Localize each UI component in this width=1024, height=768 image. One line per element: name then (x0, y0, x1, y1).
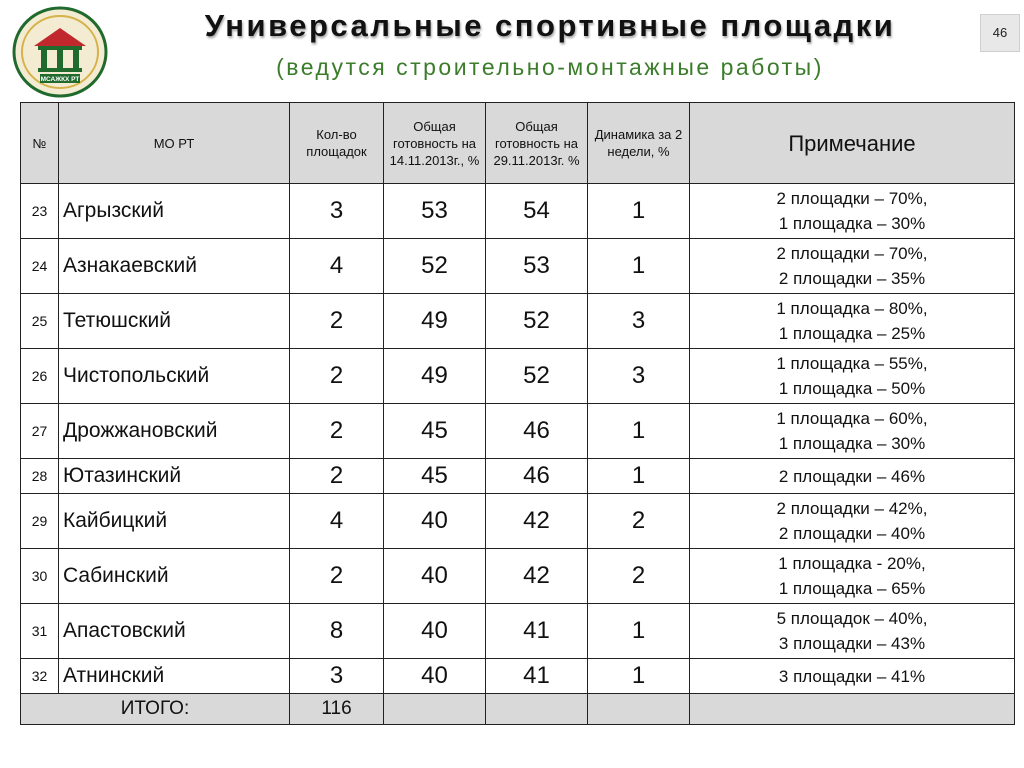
col-header-dynamics: Динамика за 2 недели, % (588, 103, 690, 184)
cell-readiness-1: 52 (384, 239, 486, 294)
cell-count: 3 (290, 184, 384, 239)
cell-readiness-1: 40 (384, 494, 486, 549)
cell-number: 31 (21, 604, 59, 659)
cell-readiness-1: 49 (384, 294, 486, 349)
cell-note: 1 площадка - 20%, 1 площадка – 65% (690, 549, 1015, 604)
total-row (21, 694, 1015, 725)
table-row (21, 494, 1015, 549)
cell-dynamics: 1 (588, 404, 690, 459)
cell-note: 2 площадки – 70%, 1 площадка – 30% (690, 184, 1015, 239)
total-count: 116 (290, 694, 384, 725)
cell-note: 1 площадка – 55%, 1 площадка – 50% (690, 349, 1015, 404)
cell-count: 8 (290, 604, 384, 659)
table-row (21, 659, 1015, 694)
total-empty-cell (690, 694, 1015, 725)
cell-readiness-1: 40 (384, 659, 486, 694)
table-body (21, 184, 1015, 725)
cell-dynamics: 1 (588, 184, 690, 239)
table-row (21, 184, 1015, 239)
cell-note: 1 площадка – 80%, 1 площадка – 25% (690, 294, 1015, 349)
cell-readiness-2: 54 (486, 184, 588, 239)
cell-note: 1 площадка – 60%, 1 площадка – 30% (690, 404, 1015, 459)
cell-dynamics: 1 (588, 659, 690, 694)
cell-readiness-2: 52 (486, 294, 588, 349)
cell-note: 2 площадки – 46% (690, 459, 1015, 494)
col-header-mo: МО РТ (59, 103, 290, 184)
cell-readiness-2: 41 (486, 604, 588, 659)
cell-number: 25 (21, 294, 59, 349)
cell-readiness-2: 42 (486, 494, 588, 549)
table-row (21, 549, 1015, 604)
cell-mo: Азнакаевский (59, 239, 290, 294)
cell-readiness-1: 40 (384, 549, 486, 604)
total-label: ИТОГО: (21, 694, 290, 725)
total-empty-cell (384, 694, 486, 725)
table-row (21, 404, 1015, 459)
cell-count: 2 (290, 549, 384, 604)
cell-readiness-1: 53 (384, 184, 486, 239)
cell-mo: Чистопольский (59, 349, 290, 404)
cell-readiness-1: 40 (384, 604, 486, 659)
col-header-count: Кол-во площадок (290, 103, 384, 184)
cell-number: 32 (21, 659, 59, 694)
cell-mo: Ютазинский (59, 459, 290, 494)
table-row (21, 459, 1015, 494)
cell-readiness-2: 46 (486, 404, 588, 459)
col-header-readiness-2: Общая готовность на 29.11.2013г. % (486, 103, 588, 184)
cell-readiness-1: 45 (384, 459, 486, 494)
cell-note: 2 площадки – 70%, 2 площадки – 35% (690, 239, 1015, 294)
cell-note: 2 площадки – 42%, 2 площадки – 40% (690, 494, 1015, 549)
cell-count: 2 (290, 349, 384, 404)
cell-count: 2 (290, 459, 384, 494)
slide-number: 46 (980, 14, 1020, 52)
cell-count: 2 (290, 404, 384, 459)
cell-count: 4 (290, 494, 384, 549)
cell-dynamics: 2 (588, 549, 690, 604)
cell-count: 3 (290, 659, 384, 694)
table-header-row (21, 103, 1015, 184)
cell-readiness-1: 45 (384, 404, 486, 459)
total-empty-cell (588, 694, 690, 725)
cell-dynamics: 3 (588, 349, 690, 404)
cell-dynamics: 1 (588, 604, 690, 659)
table-row (21, 239, 1015, 294)
cell-number: 27 (21, 404, 59, 459)
cell-mo: Дрожжановский (59, 404, 290, 459)
ministry-logo (12, 6, 108, 98)
page-subtitle: (ведутся строительно-монтажные работы) (276, 54, 824, 80)
cell-readiness-2: 41 (486, 659, 588, 694)
cell-dynamics: 1 (588, 459, 690, 494)
cell-mo: Тетюшский (59, 294, 290, 349)
cell-mo: Атнинский (59, 659, 290, 694)
table-row (21, 349, 1015, 404)
cell-number: 30 (21, 549, 59, 604)
cell-mo: Агрызский (59, 184, 290, 239)
col-header-note: Примечание (690, 103, 1015, 184)
cell-dynamics: 1 (588, 239, 690, 294)
cell-number: 29 (21, 494, 59, 549)
cell-count: 4 (290, 239, 384, 294)
cell-note: 3 площадки – 41% (690, 659, 1015, 694)
cell-readiness-2: 42 (486, 549, 588, 604)
table-row (21, 294, 1015, 349)
cell-dynamics: 2 (588, 494, 690, 549)
total-empty-cell (486, 694, 588, 725)
col-header-readiness-1: Общая готовность на 14.11.2013г., % (384, 103, 486, 184)
logo-text: МСАЖКХ РТ (40, 76, 80, 83)
cell-readiness-2: 52 (486, 349, 588, 404)
cell-readiness-2: 53 (486, 239, 588, 294)
cell-mo: Апастовский (59, 604, 290, 659)
cell-mo: Кайбицкий (59, 494, 290, 549)
page-title: Универсальные спортивные площадки (204, 8, 896, 43)
cell-mo: Сабинский (59, 549, 290, 604)
cell-note: 5 площадок – 40%, 3 площадки – 43% (690, 604, 1015, 659)
cell-count: 2 (290, 294, 384, 349)
cell-readiness-2: 46 (486, 459, 588, 494)
cell-number: 23 (21, 184, 59, 239)
cell-number: 26 (21, 349, 59, 404)
cell-number: 24 (21, 239, 59, 294)
col-header-number: № (21, 103, 59, 184)
cell-readiness-1: 49 (384, 349, 486, 404)
sports-grounds-table (20, 102, 1015, 725)
table-row (21, 604, 1015, 659)
cell-dynamics: 3 (588, 294, 690, 349)
cell-number: 28 (21, 459, 59, 494)
